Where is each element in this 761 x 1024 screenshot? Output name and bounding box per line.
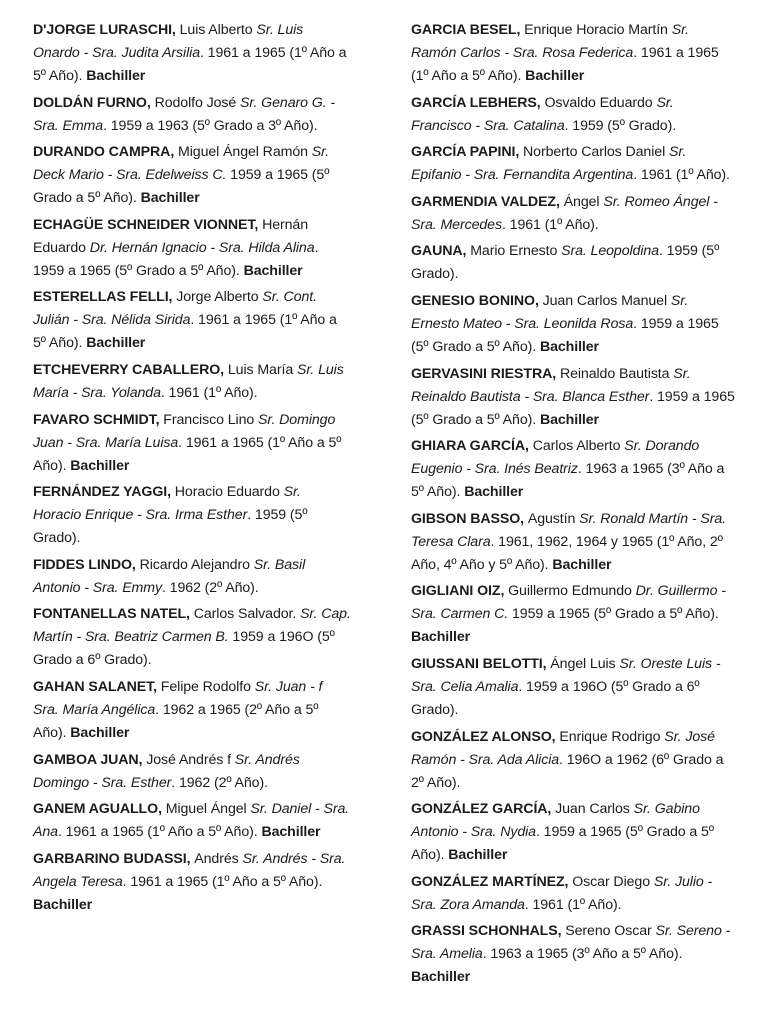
surname: ETCHEVERRY CABALLERO,	[33, 361, 225, 378]
dates: . 1961 a 1965 (1º Año a 5º Año).	[33, 312, 337, 352]
list-item	[411, 141, 737, 187]
given-name: Juan Carlos Manuel	[542, 292, 668, 309]
parents: Sr. José Ramón - Sra. Ada Alicia	[411, 728, 715, 768]
bachiller-label: Bachiller	[86, 335, 146, 352]
bachiller-label: Bachiller	[552, 556, 612, 573]
surname: GARMENDIA VALDEZ,	[411, 193, 560, 210]
dates: . 1961 (1º Año).	[524, 896, 622, 913]
list-item	[411, 363, 737, 432]
parents: Sr. Ramón Carlos - Sra. Rosa Federica	[411, 22, 690, 61]
list-item	[411, 508, 737, 577]
dates: . 1961 (1º Año).	[501, 216, 599, 233]
given-name: Andrés	[194, 850, 239, 867]
list-item	[33, 286, 351, 355]
parents: Sr. Ronald Martín - Sra. Teresa Clara	[411, 510, 727, 550]
surname: FIDDES LINDO,	[33, 556, 136, 573]
surname: FONTANELLAS NATEL,	[33, 606, 190, 623]
given-name: Felipe Rodolfo	[160, 678, 251, 695]
dates: . 1959 (5º Grado).	[564, 117, 677, 134]
parents: Sr. Cont. Julián - Sra. Nélida Sirida	[33, 289, 317, 329]
given-name: Juan Carlos	[555, 801, 630, 818]
given-name: Carlos Salvador.	[193, 606, 297, 623]
given-name: Sereno Oscar	[565, 923, 652, 940]
list-item	[33, 409, 351, 478]
parents: Sr. Juan - f Sra. María Angélica	[33, 678, 323, 718]
bachiller-label: Bachiller	[464, 484, 524, 501]
given-name: Miguel Ángel	[165, 801, 247, 818]
given-name: Hernán Eduardo	[33, 216, 308, 256]
dates: . 1961 (1º Año).	[633, 167, 730, 184]
given-name: Agustín	[527, 510, 576, 527]
given-name: Oscar Diego	[572, 873, 650, 890]
surname: GENESIO BONINO,	[411, 292, 539, 309]
list-item	[411, 290, 737, 359]
parents: Sr. Julio - Sra. Zora Amanda	[411, 873, 713, 913]
dates: . 1961 a 1965 (1º Año a 5º Año).	[57, 824, 258, 841]
parents: Sr. Oreste Luis - Sra. Celia Amalia	[411, 655, 721, 695]
surname: GANEM AGUALLO,	[33, 801, 162, 818]
left-column	[33, 19, 351, 920]
parents: Sr. Basil Antonio - Sra. Emmy	[33, 556, 306, 596]
bachiller-label: Bachiller	[86, 68, 146, 84]
surname: GIUSSANI BELOTTI,	[411, 655, 547, 672]
list-item	[33, 92, 351, 138]
dates: . 1963 a 1965 (3º Año a 5º Año).	[411, 461, 725, 501]
given-name: Rodolfo José	[154, 94, 237, 111]
dates: 1959 a 1965 (5º Grado a 5º Año).	[33, 167, 330, 207]
given-name: Enrique Horacio Martín	[524, 22, 668, 38]
parents: Sr. Cap. Martín - Sra. Beatriz Carmen B.	[33, 606, 351, 646]
parents: Sr. Romeo Ángel - Sra. Mercedes	[411, 193, 718, 233]
list-item	[411, 240, 737, 286]
parents: Sr. Francisco - Sra. Catalina	[411, 94, 674, 134]
list-item	[411, 435, 737, 504]
dates: . 196O a 1962 (6º Grado a 2º Año).	[411, 751, 724, 791]
given-name: Ricardo Alejandro	[139, 556, 250, 573]
parents: Sr. Daniel - Sra. Ana	[33, 801, 350, 841]
given-name: Luis Alberto	[179, 22, 253, 38]
list-item	[411, 19, 737, 88]
parents: Sr. Gabino Antonio - Sra. Nydia	[411, 801, 700, 841]
dates: . 1959 (5º Grado).	[411, 243, 720, 283]
dates: 1959 a 196O (5º Grado a 6º Grado).	[33, 629, 335, 669]
parents: Sr. Andrés - Sra. Angela Teresa	[33, 850, 346, 890]
surname: GONZÁLEZ MARTÍNEZ,	[411, 873, 569, 890]
given-name: Reinaldo Bautista	[559, 365, 670, 382]
list-item	[33, 359, 351, 405]
given-name: Osvaldo Eduardo	[544, 94, 653, 111]
dates: . 1963 a 1965 (3º Año a 5º Año).	[482, 946, 683, 963]
parents: Sr. Luis María - Sra. Yolanda	[33, 361, 344, 401]
dates: . 1961 a 1965 (1º Año a 5º Año).	[33, 45, 347, 84]
surname: DURANDO CAMPRA,	[33, 144, 175, 161]
dates: . 1959 a 1965 (5º Grado a 5º Año).	[33, 239, 319, 279]
bachiller-label: Bachiller	[70, 724, 130, 741]
parents: Sr. Deck Mario - Sra. Edelweiss C.	[33, 144, 330, 184]
dates: . 1961 a 1965 (1º Año a 5º Año).	[33, 434, 342, 474]
dates: . 1961 (1º Año).	[160, 384, 258, 401]
given-name: Enrique Rodrigo	[559, 728, 661, 745]
list-item	[411, 871, 737, 917]
right-column	[411, 19, 737, 993]
bachiller-label: Bachiller	[140, 190, 200, 207]
list-item	[33, 141, 351, 210]
given-name: Mario Ernesto	[470, 243, 558, 260]
given-name: Horacio Eduardo	[174, 484, 280, 501]
bachiller-label: Bachiller	[33, 896, 93, 913]
surname: GIGLIANI OIZ,	[411, 583, 505, 600]
bachiller-label: Bachiller	[70, 457, 130, 474]
bachiller-label: Bachiller	[539, 411, 599, 428]
list-item	[411, 92, 737, 138]
bachiller-label: Bachiller	[411, 969, 471, 986]
surname: GAMBOA JUAN,	[33, 751, 143, 768]
parents: Sr. Domingo Juan - Sra. María Luisa	[33, 411, 336, 451]
surname: D'JORGE LURASCHI,	[33, 22, 176, 38]
surname: GAHAN SALANET,	[33, 678, 157, 695]
parents: Dr. Guillermo - Sra. Carmen C.	[411, 583, 726, 623]
parents: Sra. Leopoldina	[561, 243, 659, 260]
surname: GIBSON BASSO,	[411, 510, 525, 527]
parents: Sr. Epifanio - Sra. Fernandita Argentina	[411, 144, 687, 184]
list-item	[33, 848, 351, 917]
surname: GHIARA GARCÍA,	[411, 438, 529, 455]
dates: . 1959 a 1965 (5º Grado a 5º Año).	[411, 824, 714, 864]
parents: Sr. Luis Onardo - Sra. Judita Arsilia	[33, 22, 304, 61]
list-item	[33, 554, 351, 600]
dates: . 1962 (2º Año).	[161, 579, 259, 596]
surname: GRASSI SCHONHALS,	[411, 923, 562, 940]
dates: . 1959 (5º Grado).	[33, 507, 308, 547]
surname: GARCIA BESEL,	[411, 22, 521, 38]
surname: GARCÍA PAPINI,	[411, 144, 520, 161]
list-item	[33, 481, 351, 550]
list-item	[411, 580, 737, 649]
given-name: Luis María	[227, 361, 294, 378]
list-item	[33, 676, 351, 745]
given-name: José Andrés f	[146, 751, 231, 768]
dates: . 1961, 1962, 1964 y 1965 (1º Año, 2º Año, 4º Año y 5º Año).	[411, 533, 723, 573]
surname: FAVARO SCHMIDT,	[33, 411, 160, 428]
bachiller-label: Bachiller	[539, 338, 599, 355]
parents: Sr. Ernesto Mateo - Sra. Leonilda Rosa	[411, 292, 689, 332]
bachiller-label: Bachiller	[525, 68, 585, 84]
bachiller-label: Bachiller	[243, 262, 303, 279]
bachiller-label: Bachiller	[411, 629, 471, 646]
parents: Sr. Dorando Eugenio - Sra. Inés Beatriz	[411, 438, 700, 478]
list-item	[411, 920, 737, 989]
given-name: Ángel	[563, 193, 600, 210]
given-name: Francisco Lino	[163, 411, 255, 428]
list-item	[33, 798, 351, 844]
list-item	[33, 749, 351, 795]
dates: . 1961 a 1965 (1º Año a 5º Año).	[122, 873, 323, 890]
list-item	[411, 653, 737, 722]
dates: . 1959 a 1965 (5º Grado a 5º Año).	[411, 388, 735, 428]
dates: . 1959 a 1963 (5º Grado a 3º Año).	[103, 117, 318, 134]
surname: GARBARINO BUDASSI,	[33, 850, 191, 867]
surname: ESTERELLAS FELLI,	[33, 289, 173, 306]
list-item	[411, 191, 737, 237]
parents: Sr. Sereno - Sra. Amelia	[411, 923, 731, 963]
given-name: Carlos Alberto	[532, 438, 621, 455]
list-item	[33, 603, 351, 672]
surname: FERNÁNDEZ YAGGI,	[33, 484, 171, 501]
given-name: Norberto Carlos Daniel	[523, 144, 666, 161]
given-name: Jorge Alberto	[176, 289, 259, 306]
parents: Dr. Hernán Ignacio - Sra. Hilda Alina	[89, 239, 315, 256]
dates: . 1962 (2º Año).	[171, 774, 268, 791]
given-name: Guillermo Edmundo	[508, 583, 632, 600]
parents: Sr. Genaro G. - Sra. Emma	[33, 94, 335, 134]
surname: GONZÁLEZ ALONSO,	[411, 728, 556, 745]
surname: GAUNA,	[411, 243, 467, 260]
bachiller-label: Bachiller	[448, 847, 508, 864]
dates: . 1959 a 1965 (5º Grado a 5º Año).	[411, 315, 719, 355]
parents: Sr. Horacio Enrique - Sra. Irma Esther	[33, 484, 301, 524]
list-item	[33, 19, 351, 88]
list-item	[411, 726, 737, 795]
list-item	[33, 214, 351, 283]
dates: . 1962 a 1965 (2º Año a 5º Año).	[33, 701, 319, 741]
bachiller-label: Bachiller	[261, 824, 321, 841]
parents: Sr. Reinaldo Bautista - Sra. Blanca Esther	[411, 365, 691, 405]
given-name: Ángel Luis	[550, 655, 616, 672]
dates: . 1961 a 1965 (1º Año a 5º Año).	[411, 45, 719, 84]
surname: GONZÁLEZ GARCÍA,	[411, 801, 552, 818]
surname: DOLDÁN FURNO,	[33, 94, 151, 111]
surname: ECHAGÜE SCHNEIDER VIONNET,	[33, 216, 259, 233]
list-item	[411, 798, 737, 867]
parents: Sr. Andrés Domingo - Sra. Esther	[33, 751, 300, 791]
given-name: Miguel Ángel Ramón	[178, 144, 308, 161]
dates: 1959 a 1965 (5º Grado a 5º Año).	[508, 606, 719, 623]
surname: GARCÍA LEBHERS,	[411, 94, 541, 111]
surname: GERVASINI RIESTRA,	[411, 365, 557, 382]
dates: . 1959 a 196O (5º Grado a 6º Grado).	[411, 678, 700, 718]
